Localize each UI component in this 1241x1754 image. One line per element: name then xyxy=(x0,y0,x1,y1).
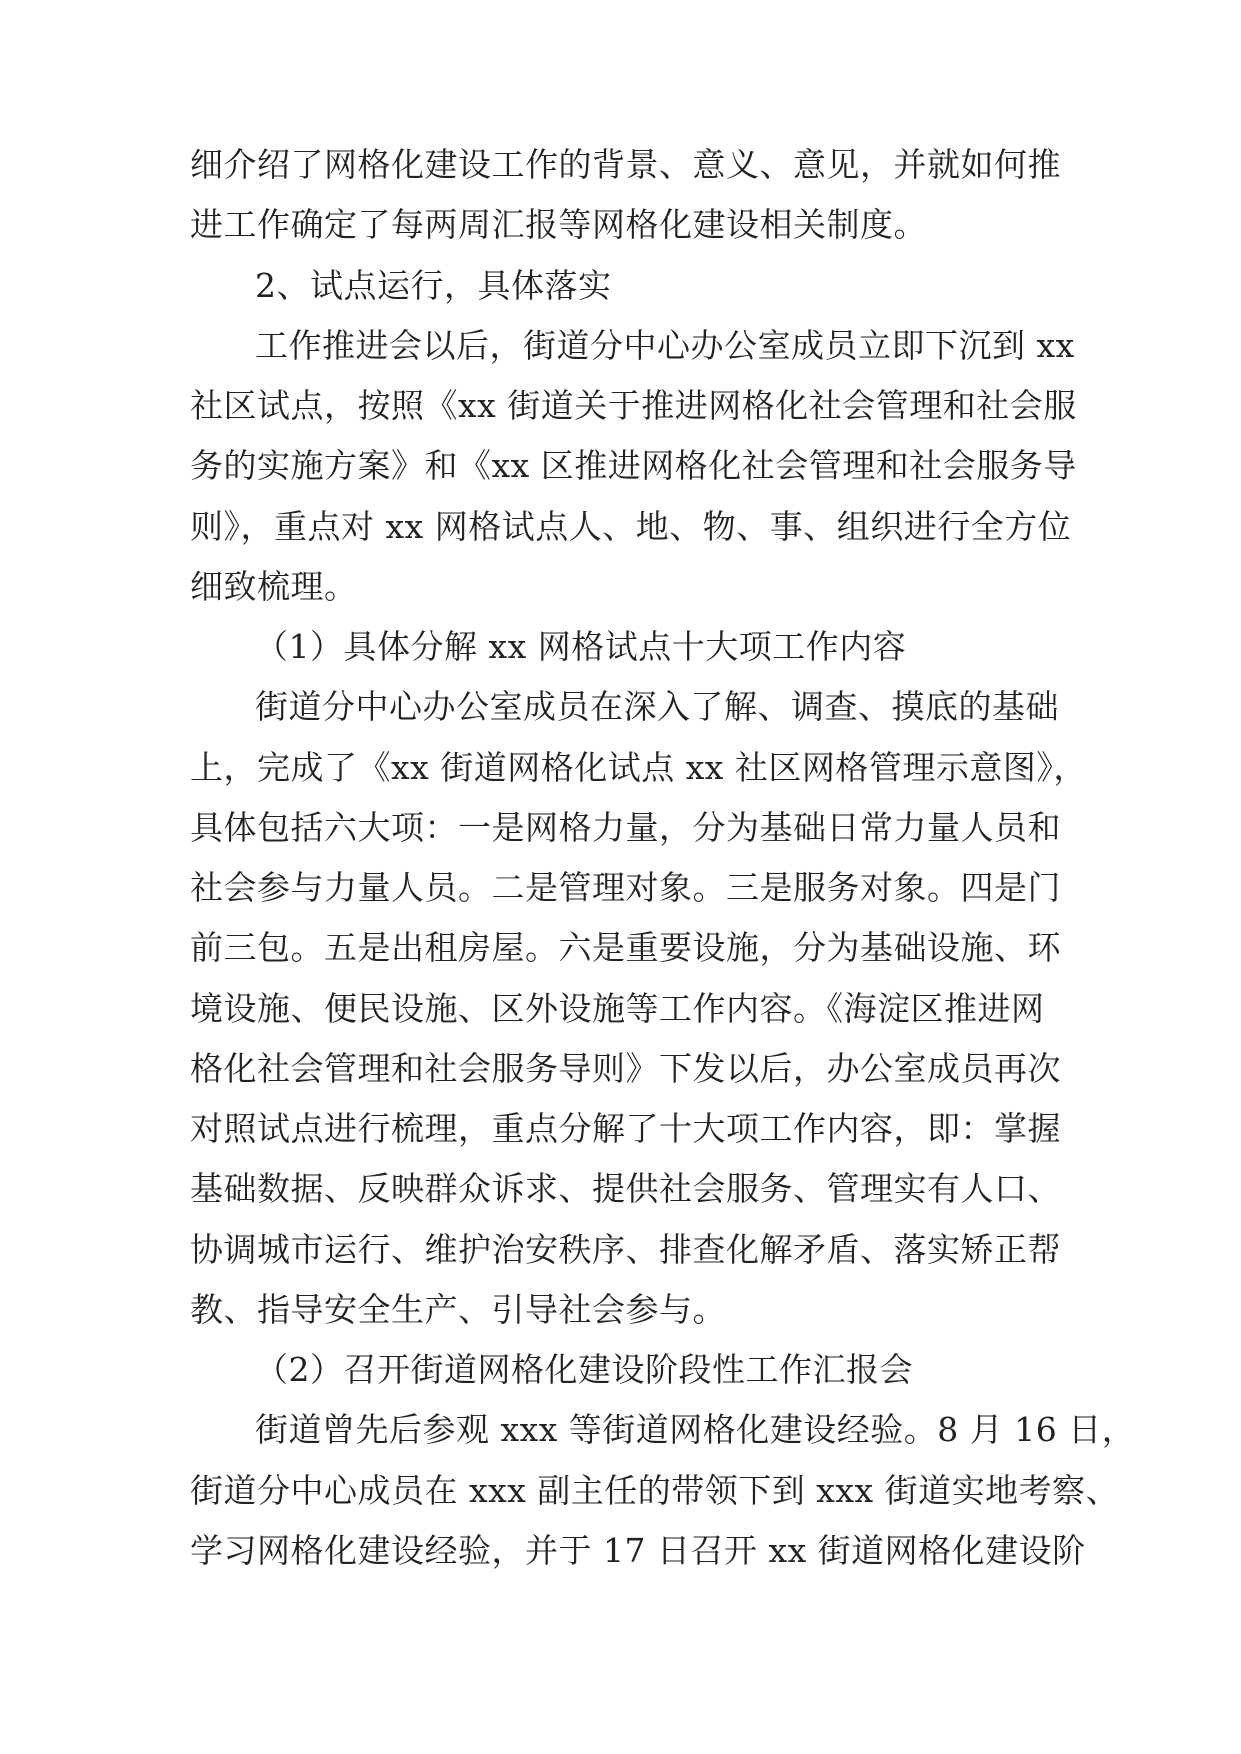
paragraph-line: 街道分中心办公室成员在深入了解、调查、摸底的基础 xyxy=(255,687,1059,726)
paragraph-line: 教、指导安全生产、引导社会参与。 xyxy=(190,1290,726,1329)
paragraph-line: 基础数据、反映群众诉求、提供社会服务、管理实有人口、 xyxy=(190,1169,1061,1208)
paragraph-line: 社会参与力量人员。二是管理对象。三是服务对象。四是门 xyxy=(190,868,1061,907)
paragraph-line: 境设施、便民设施、区外设施等工作内容。《海淀区推进网 xyxy=(190,989,1045,1028)
subsection-heading: （1）具体分解 xx 网格试点十大项工作内容 xyxy=(255,627,907,666)
paragraph-line: 街道分中心成员在 xxx 副主任的带领下到 xxx 街道实地考察、 xyxy=(190,1471,1120,1510)
paragraph-line: 前三包。五是出租房屋。六是重要设施，分为基础设施、环 xyxy=(190,928,1061,967)
paragraph-line: 协调城市运行、维护治安秩序、排查化解矛盾、落实矫正帮 xyxy=(190,1230,1061,1269)
paragraph-line: 学习网格化建设经验，并于 17 日召开 xx 街道网格化建设阶 xyxy=(190,1531,1086,1570)
paragraph-line: 格化社会管理和社会服务导则》下发以后，办公室成员再次 xyxy=(190,1049,1061,1088)
paragraph-line: 则》，重点对 xx 网格试点人、地、物、事、组织进行全方位 xyxy=(190,507,1072,546)
paragraph-line: 社区试点，按照《xx 街道关于推进网格化社会管理和社会服 xyxy=(190,386,1077,425)
paragraph-line: 上，完成了《xx 街道网格化试点 xx 社区网格管理示意图》， xyxy=(190,748,1087,787)
paragraph-line: 具体包括六大项：一是网格力量，分为基础日常力量人员和 xyxy=(190,808,1061,847)
section-heading: 2、试点运行，具体落实 xyxy=(255,266,612,305)
paragraph-line: 务的实施方案》和《xx 区推进网格化社会管理和社会服务导 xyxy=(190,446,1077,485)
subsection-heading: （2）召开街道网格化建设阶段性工作汇报会 xyxy=(255,1350,913,1389)
paragraph-line: 细致梳理。 xyxy=(190,567,358,606)
paragraph-line: 对照试点进行梳理，重点分解了十大项工作内容，即：掌握 xyxy=(190,1109,1061,1148)
paragraph-line: 工作推进会以后，街道分中心办公室成员立即下沉到 xx xyxy=(255,326,1075,365)
paragraph-line: 街道曾先后参观 xxx 等街道网格化建设经验。8 月 16 日， xyxy=(255,1410,1136,1449)
paragraph-line: 细介绍了网格化建设工作的背景、意义、意见，并就如何推 xyxy=(190,145,1061,184)
paragraph-line: 进工作确定了每两周汇报等网格化建设相关制度。 xyxy=(190,205,927,244)
